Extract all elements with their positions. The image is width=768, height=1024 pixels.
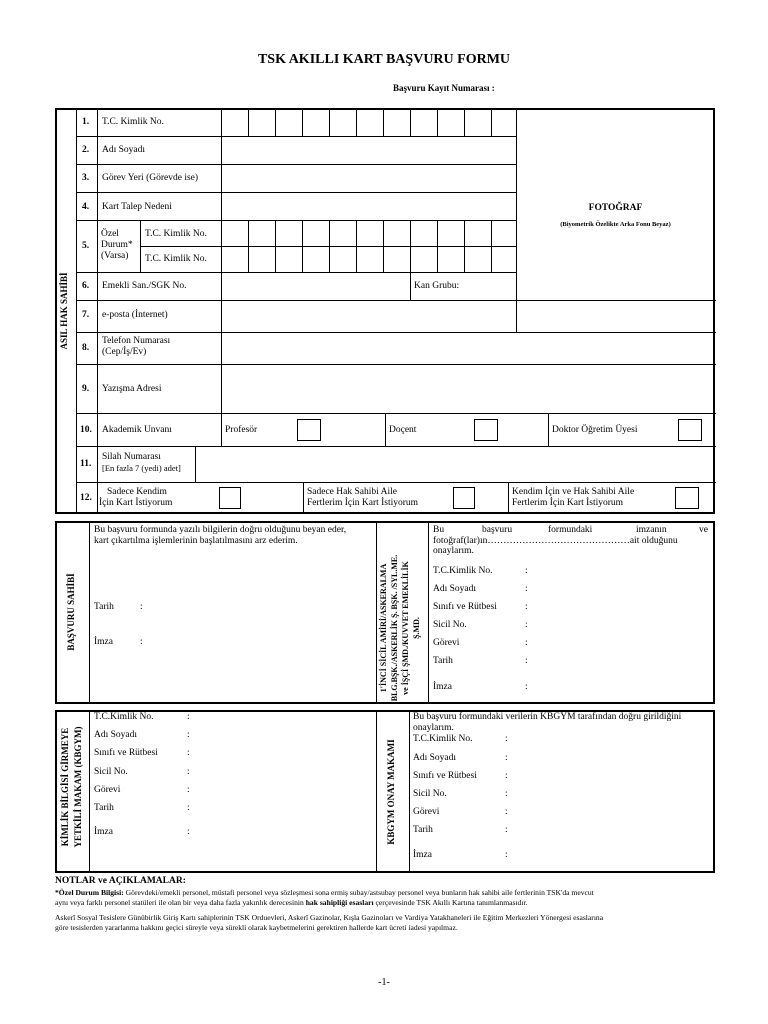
kbgym-approval-field-label: T.C.Kimlik No. [413, 734, 473, 744]
record-number-label: Başvuru Kayıt Numarası : [393, 83, 495, 93]
eposta-label: e-posta (İnternet) [102, 310, 168, 320]
kart-secim-label: Fertlerim İçin Kart İstiyorum [512, 498, 624, 508]
row-number: 9. [82, 384, 90, 394]
section-label-sicil-amiri: 1'İNCİ SİCİL AMİRİ/ASKERALMA BLG.BŞK./ASKERLİK Ş. BŞK. /SYL.ME. ve İŞÇİ ŞMD./KUVVET EMEKLİLİK Ş.MD. [379, 554, 421, 702]
colon: : [187, 827, 190, 837]
doktor-ogretim-checkbox[interactable] [678, 419, 702, 441]
kart-secim-label: Sadece Hak Sahibi Aile [307, 487, 397, 497]
kendim-ve-aile-checkbox[interactable] [675, 487, 699, 509]
silah-numarasi-label: [En fazla 7 (yedi) adet] [102, 463, 181, 473]
kbgym-approval-field-label: Sicil No. [413, 789, 447, 799]
tc-kimlik-label: T.C. Kimlik No. [102, 117, 164, 127]
authority-field-label: Sicil No. [433, 620, 467, 630]
row-number: 7. [82, 310, 90, 320]
photo-title: FOTOĞRAF [588, 203, 643, 213]
profesor-label: Profesör [225, 425, 258, 435]
docent-checkbox[interactable] [474, 419, 498, 441]
kbgym-approval-field-label: Adı Soyadı [413, 753, 457, 763]
colon: : [505, 789, 508, 799]
authority-intro: başvuru [482, 525, 513, 535]
kbgym-approval-field-label: Sınıfı ve Rütbesi [413, 771, 477, 781]
colon: : [187, 712, 190, 722]
kart-talep-label: Kart Talep Nedeni [102, 202, 172, 212]
authority-intro: ve [699, 525, 708, 535]
row-number: 10. [80, 425, 92, 435]
doktor-ogretim-label: Doktor Öğretim Üyesi [552, 425, 638, 435]
kart-secim-label: Fertlerim İçin Kart İstiyorum [307, 498, 419, 508]
note-sosyal-tesis: göre tesislerden yararlanma hakkını geçici süreyle veya sürekli olarak kaybetmelerini gerektiren hallerde kart ücreti iadesi yapılmaz. [55, 923, 458, 932]
colon: : [505, 771, 508, 781]
ozel-durum-label: Durum* [101, 240, 133, 250]
authority-field-label: Görevi [433, 638, 460, 648]
row-number: 11. [80, 459, 92, 469]
row-number: 12. [80, 493, 92, 503]
kbgym-field-label: Adı Soyadı [94, 730, 138, 740]
note-sosyal-tesis: Askerî Sosyal Tesislere Günübirlik Giriş Kartı sahiplerinin TSK Orduevleri, Askerî Gazinolar, Kışla Gazinoları ve Vardiya Yatakhaneleri ile Eğitim Merkezleri Yönergesi esaslarına [55, 913, 604, 922]
kbgym-field-label: Sınıfı ve Rütbesi [94, 748, 158, 758]
colon: : [187, 730, 190, 740]
page-title: TSK AKILLI KART BAŞVURU FORMU [257, 52, 511, 67]
colon: : [525, 682, 528, 692]
note-ozel-durum: aynı veya farklı personel statüleri ile olan bir veya daha fazla yakınlık derecesinin hak sahipliği esasları çerçevesinde TSK Akıllı Kartına tanımlanmasıdır. [55, 898, 528, 907]
kbgym-field-label: Görevi [94, 785, 121, 795]
kart-secim-label: Kendim İçin ve Hak Sahibi Aile [512, 487, 635, 497]
photo-note: (Biyometrik Özelikte Arka Fonu Beyaz) [560, 221, 671, 228]
colon: : [525, 656, 528, 666]
colon: : [140, 602, 143, 612]
kan-grubu-label: Kan Grubu: [414, 281, 460, 291]
colon: : [505, 825, 508, 835]
gorev-yeri-label: Görev Yeri (Görevde ise) [102, 173, 199, 183]
telefon-label: Telefon Numarası [102, 336, 171, 346]
authority-field-label: Tarih [433, 656, 453, 666]
kbgym-approval-field-label: Tarih [413, 825, 433, 835]
kbgym-field-label: T.C.Kimlik No. [94, 712, 154, 722]
authority-intro: Bu [433, 525, 445, 535]
colon: : [525, 620, 528, 630]
ozel-tc-label-2: T.C. Kimlik No. [145, 254, 207, 264]
ad-soyad-label: Adı Soyadı [102, 145, 146, 155]
colon: : [505, 807, 508, 817]
page-number: -1- [378, 977, 390, 988]
colon: : [505, 753, 508, 763]
docent-label: Doçent [389, 425, 417, 435]
row-number: 3. [82, 173, 90, 183]
sadece-kendim-checkbox[interactable] [219, 487, 241, 509]
applicant-sign-label: İmza [94, 637, 113, 647]
authority-field-label: Adı Soyadı [433, 584, 477, 594]
colon: : [187, 767, 190, 777]
applicant-date-label: Tarih [94, 602, 114, 612]
section-label-kbgym-entry: KİMLİK BİLGİSİ GİRMEYE YETKİLİ MAKAM (KBGYM) [60, 726, 83, 848]
kbgym-approval-field-label: Görevi [413, 807, 440, 817]
row-number: 5. [82, 241, 90, 251]
authority-intro: fotoğraf(lar)ın………………………………………ait olduğunu [433, 536, 678, 546]
colon: : [525, 638, 528, 648]
section-label-asil-hak-sahibi: ASIL HAK SAHİBİ [59, 272, 69, 350]
kart-secim-label: Sadece Kendim [107, 487, 167, 497]
section-kbgym [55, 710, 715, 873]
kbgym-approval-intro: onaylarım. [413, 723, 454, 733]
kart-secim-label: İçin Kart İstiyorum [99, 498, 173, 508]
colon: : [525, 566, 528, 576]
kbgym-field-label: İmza [94, 827, 113, 837]
kbgym-approval-field-label: İmza [413, 850, 432, 860]
kbgym-field-label: Sicil No. [94, 767, 128, 777]
colon: : [187, 785, 190, 795]
colon: : [505, 734, 508, 744]
akademik-unvan-label: Akademik Unvanı [102, 425, 172, 435]
authority-field-label: İmza [433, 682, 452, 692]
colon: : [187, 748, 190, 758]
authority-intro: formundaki [548, 525, 593, 535]
telefon-label: (Cep/İş/Ev) [102, 347, 147, 357]
section-label-kbgym-approval: KBGYM ONAY MAKAMI [386, 739, 396, 845]
row-number: 6. [82, 281, 90, 291]
applicant-statement: kart çıkartılma işlemlerinin başlatılmasını arz ederim. [94, 536, 298, 546]
kbgym-approval-intro: Bu başvuru formundaki verilerin KBGYM tarafından doğru girildiğini [413, 712, 682, 722]
aile-fertleri-checkbox[interactable] [453, 487, 475, 509]
colon: : [505, 850, 508, 860]
profesor-checkbox[interactable] [297, 419, 321, 441]
section-label-basvuru-sahibi: BAŞVURU SAHİBİ [66, 573, 76, 651]
applicant-statement: Bu başvuru formunda yazılı bilgilerin doğru olduğunu beyan eder, [94, 525, 347, 535]
colon: : [525, 602, 528, 612]
notes-heading: NOTLAR ve AÇIKLAMALAR: [55, 876, 186, 886]
kbgym-field-label: Tarih [94, 803, 114, 813]
authority-intro: onaylarım. [433, 546, 474, 556]
ozel-durum-label: (Varsa) [101, 251, 129, 261]
row-number: 4. [82, 202, 90, 212]
ozel-durum-label: Özel [101, 229, 119, 239]
note-ozel-durum: *Özel Durum Bilgisi: Görevdeki/emekli personel, müstafi personel veya sözleşmesi sona ermiş subay/astsubay personel veya bunların hak sahibi aile fertlerinin TSK'da mevcut [55, 888, 594, 897]
silah-numarasi-label: Silah Numarası [102, 452, 161, 462]
authority-field-label: Sınıfı ve Rütbesi [433, 602, 497, 612]
yazisma-adresi-label: Yazışma Adresi [102, 384, 162, 394]
row-number: 1. [82, 117, 90, 127]
colon: : [525, 584, 528, 594]
row-number: 8. [82, 343, 90, 353]
row-number: 2. [82, 145, 90, 155]
colon: : [140, 637, 143, 647]
authority-intro: imzanın [636, 525, 667, 535]
colon: : [187, 803, 190, 813]
ozel-tc-label-1: T.C. Kimlik No. [145, 229, 207, 239]
authority-field-label: T.C.Kimlik No. [433, 566, 493, 576]
emekli-sgk-label: Emekli San./SGK No. [102, 281, 187, 291]
